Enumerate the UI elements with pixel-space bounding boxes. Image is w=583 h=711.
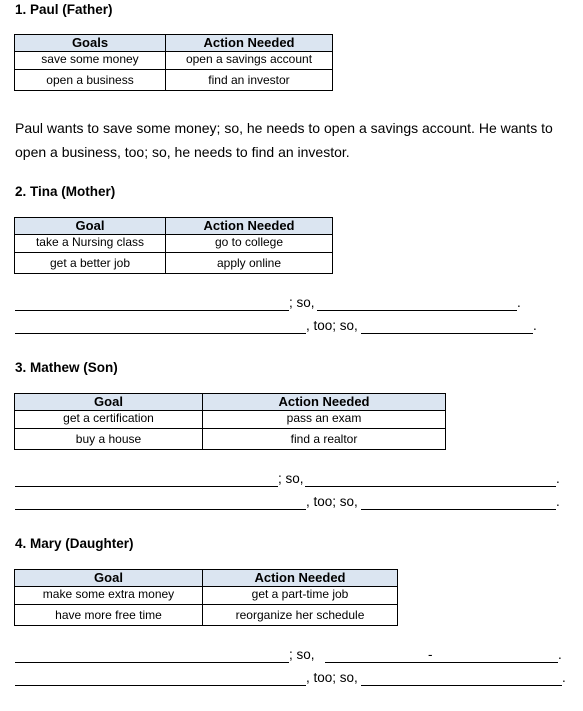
column-header-action: Action Needed xyxy=(203,570,398,587)
sentence-connector: , too; so, xyxy=(306,670,358,685)
action-cell: find a realtor xyxy=(203,429,446,450)
goal-cell: open a business xyxy=(15,70,166,91)
period-mark: . xyxy=(556,494,560,509)
answer-line-1 xyxy=(0,647,583,667)
answer-blank[interactable] xyxy=(325,647,558,663)
goal-cell: get a certification xyxy=(15,411,203,429)
column-header-action: Action Needed xyxy=(166,218,333,235)
answer-line-1 xyxy=(0,295,583,315)
answer-blank[interactable] xyxy=(361,670,562,686)
period-mark: . xyxy=(562,670,566,685)
goal-cell: save some money xyxy=(15,52,166,70)
table-row xyxy=(15,605,398,626)
section-1-heading: 1. Paul (Father) xyxy=(15,2,113,17)
column-header-goal: Goal xyxy=(15,570,203,587)
answer-blank[interactable] xyxy=(15,295,289,311)
answer-line-2 xyxy=(0,318,583,338)
answer-line-1 xyxy=(0,471,583,491)
section-2-goals-table xyxy=(14,217,333,274)
section-4-heading: 4. Mary (Daughter) xyxy=(15,536,134,551)
table-row xyxy=(15,253,333,274)
table-row xyxy=(15,587,398,605)
section-3-heading: 3. Mathew (Son) xyxy=(15,360,118,375)
action-cell: open a savings account xyxy=(166,52,333,70)
sentence-connector: , too; so, xyxy=(306,318,358,333)
action-cell: go to college xyxy=(166,235,333,253)
answer-blank[interactable] xyxy=(361,318,533,334)
column-header-goal: Goal xyxy=(15,218,166,235)
section-3-goals-table xyxy=(14,393,446,450)
goal-cell: get a better job xyxy=(15,253,166,274)
answer-blank[interactable] xyxy=(15,670,306,686)
action-cell: apply online xyxy=(166,253,333,274)
answer-line-2 xyxy=(0,494,583,514)
column-header-goal: Goals xyxy=(15,35,166,52)
answer-blank[interactable] xyxy=(15,494,306,510)
answer-blank[interactable] xyxy=(305,471,556,487)
table-row xyxy=(15,70,333,91)
section-2-heading: 2. Tina (Mother) xyxy=(15,184,116,199)
answer-blank[interactable] xyxy=(15,647,289,663)
answer-blank[interactable] xyxy=(361,494,556,510)
table-header-row xyxy=(15,570,398,587)
period-mark: . xyxy=(556,471,560,486)
sentence-connector: ; so, xyxy=(278,471,304,486)
period-mark: . xyxy=(533,318,537,333)
action-cell: get a part-time job xyxy=(203,587,398,605)
table-header-row xyxy=(15,218,333,235)
period-mark: . xyxy=(517,295,521,310)
table-row xyxy=(15,52,333,70)
section-1-goals-table xyxy=(14,34,333,91)
answer-blank[interactable] xyxy=(15,471,278,487)
column-header-action: Action Needed xyxy=(203,394,446,411)
sentence-connector: , too; so, xyxy=(306,494,358,509)
goal-cell: take a Nursing class xyxy=(15,235,166,253)
goal-cell: have more free time xyxy=(15,605,203,626)
sentence-connector: ; so, xyxy=(289,295,315,310)
column-header-action: Action Needed xyxy=(166,35,333,52)
table-row xyxy=(15,235,333,253)
answer-blank[interactable] xyxy=(15,318,306,334)
goal-cell: buy a house xyxy=(15,429,203,450)
column-header-goal: Goal xyxy=(15,394,203,411)
period-mark: . xyxy=(558,647,562,662)
hyphen-mark: - xyxy=(428,647,433,662)
table-row xyxy=(15,411,446,429)
answer-line-2 xyxy=(0,670,583,690)
table-row xyxy=(15,429,446,450)
section-4-goals-table xyxy=(14,569,398,626)
action-cell: pass an exam xyxy=(203,411,446,429)
example-paragraph: Paul wants to save some money; so, he needs to open a savings account. He wants to open a business, too; so, he needs to find an investor. xyxy=(15,120,553,160)
table-header-row xyxy=(15,394,446,411)
action-cell: reorganize her schedule xyxy=(203,605,398,626)
action-cell: find an investor xyxy=(166,70,333,91)
answer-blank[interactable] xyxy=(317,295,517,311)
goal-cell: make some extra money xyxy=(15,587,203,605)
table-header-row xyxy=(15,35,333,52)
sentence-connector: ; so, xyxy=(289,647,315,662)
